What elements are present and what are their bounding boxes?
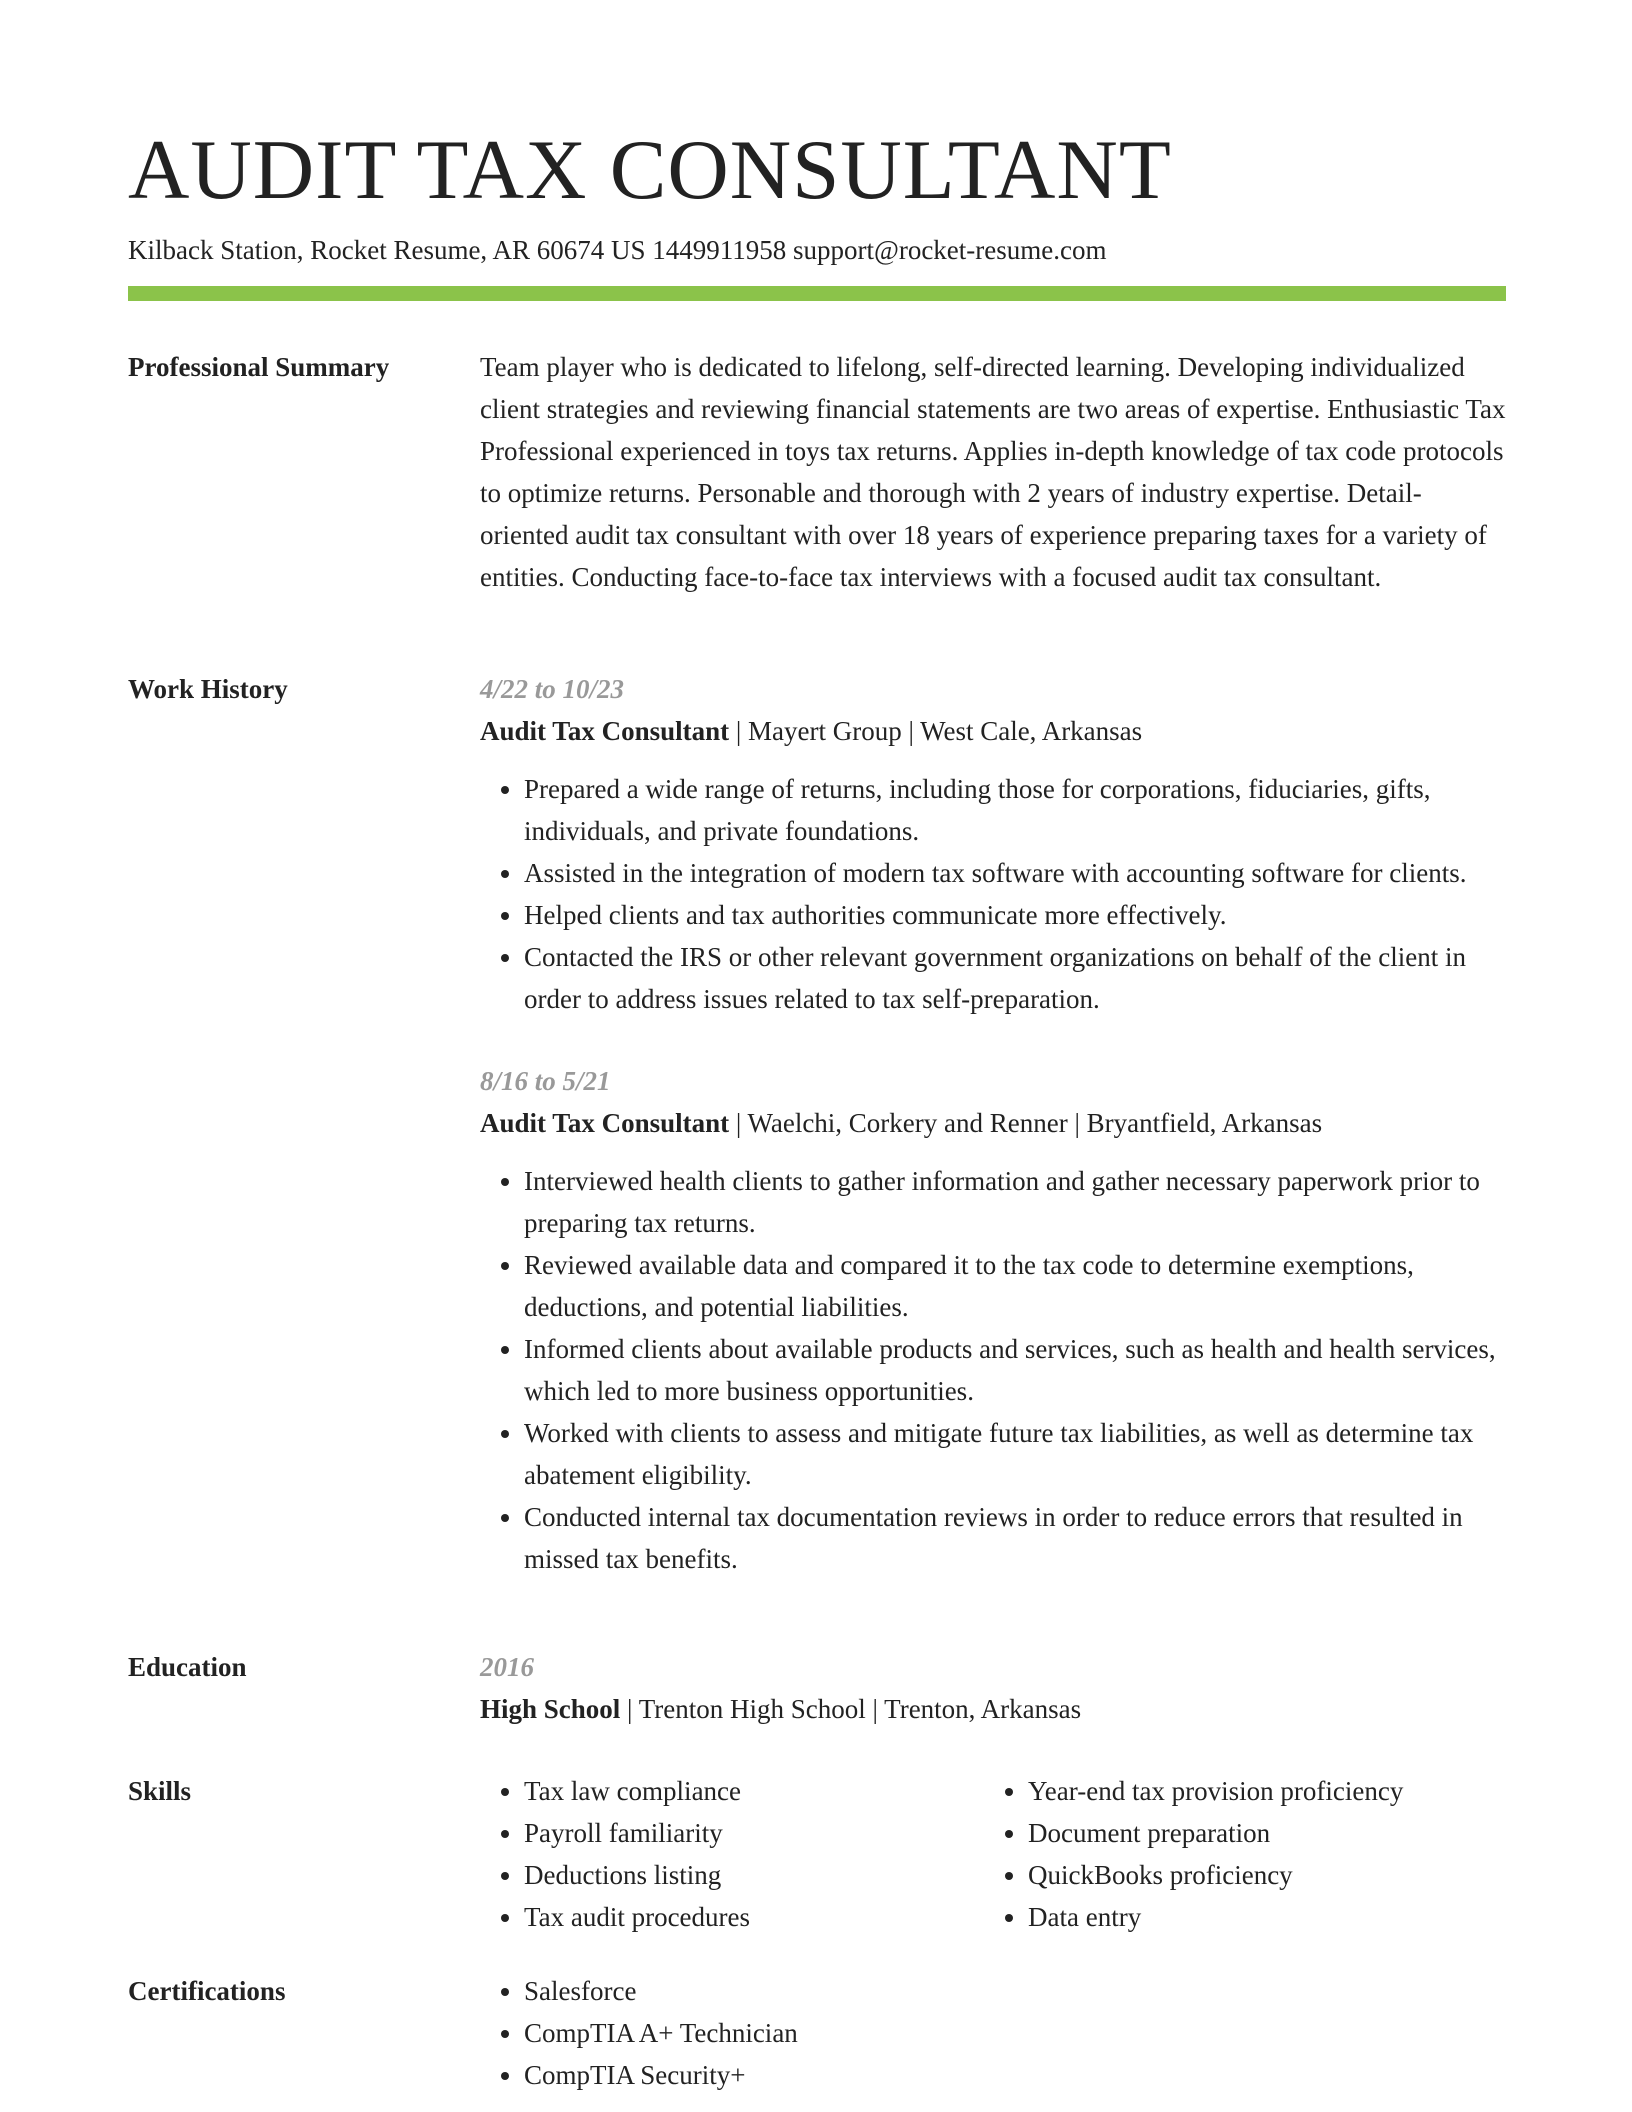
accent-divider	[128, 286, 1506, 301]
list-item: • Deductions listing	[524, 1854, 984, 1896]
list-item: • Reviewed available data and compared it to the tax code to determine exemptions, deductions, and potential liabilities.	[524, 1244, 1506, 1328]
list-item: • Contacted the IRS or other relevant government organizations on behalf of the client in order to address issues related to tax self-preparation.	[524, 936, 1506, 1020]
list-item: • QuickBooks proficiency	[1028, 1854, 1488, 1896]
page-title: AUDIT TAX CONSULTANT	[128, 123, 1172, 217]
job-bullets	[480, 768, 1506, 1020]
contact-line: Kilback Station, Rocket Resume, AR 60674 US 1449911958 support@rocket-resume.com	[128, 235, 1107, 265]
list-item: • Interviewed health clients to gather information and gather necessary paperwork prior to preparing tax returns.	[524, 1160, 1506, 1244]
list-item: • Payroll familiarity	[524, 1812, 984, 1854]
job-date: 8/16 to 5/21	[480, 1066, 611, 1096]
job-heading	[480, 710, 1506, 752]
job-bullets	[480, 1160, 1506, 1580]
list-item: • CompTIA Security+	[524, 2054, 1506, 2096]
list-item: • Conducted internal tax documentation reviews in order to reduce errors that resulted in missed tax benefits.	[524, 1496, 1506, 1580]
job-title: Audit Tax Consultant	[480, 1108, 730, 1138]
skills-label: Skills	[128, 1776, 192, 1806]
education-label: Education	[128, 1652, 247, 1682]
list-item: • Assisted in the integration of modern tax software with accounting software for clients.	[524, 852, 1506, 894]
education-degree: High School	[480, 1694, 621, 1724]
summary-text: Team player who is dedicated to lifelong, self-directed learning. Developing individualized client strategies and reviewing financial statements are two areas of expertise. Enthusiastic Tax Professional experienced in toys tax returns. Applies in-depth knowledge of tax code protocols to optimize returns. Personable and thorough with 2 years of industry expertise. Detail-oriented audit tax consultant with over 18 years of experience preparing taxes for a variety of entities. Conducting face-to-face tax interviews with a focused audit tax consultant.	[480, 352, 1506, 592]
list-item: • Informed clients about available products and services, such as health and health services, which led to more business opportunities.	[524, 1328, 1506, 1412]
list-item: • CompTIA A+ Technician	[524, 2012, 1506, 2054]
education-details: | Trenton High School | Trenton, Arkansas	[620, 1694, 1082, 1724]
summary-label: Professional Summary	[128, 352, 390, 382]
certifications-label: Certifications	[128, 1976, 286, 2006]
work-history-label: Work History	[128, 674, 288, 704]
job-heading	[480, 1102, 1506, 1144]
education-date: 2016	[480, 1652, 534, 1682]
job-date: 4/22 to 10/23	[480, 674, 625, 704]
job-details: | Mayert Group | West Cale, Arkansas	[729, 716, 1143, 746]
skills-column-left	[480, 1770, 984, 1938]
list-item: • Salesforce	[524, 1970, 1506, 2012]
job-details: | Waelchi, Corkery and Renner | Bryantfield, Arkansas	[729, 1108, 1323, 1138]
job-entry	[480, 668, 1506, 1020]
list-item: • Year-end tax provision proficiency	[1028, 1770, 1488, 1812]
list-item: • Worked with clients to assess and mitigate future tax liabilities, as well as determine tax abatement eligibility.	[524, 1412, 1506, 1496]
list-item: • Prepared a wide range of returns, including those for corporations, fiduciaries, gifts, individuals, and private foundations.	[524, 768, 1506, 852]
list-item: • Data entry	[1028, 1896, 1488, 1938]
list-item: • Tax law compliance	[524, 1770, 984, 1812]
list-item: • Tax audit procedures	[524, 1896, 984, 1938]
job-entry	[480, 1060, 1506, 1580]
list-item: • Helped clients and tax authorities communicate more effectively.	[524, 894, 1506, 936]
education-heading	[480, 1688, 1506, 1730]
skills-column-right	[984, 1770, 1488, 1938]
job-title: Audit Tax Consultant	[480, 716, 730, 746]
list-item: • Document preparation	[1028, 1812, 1488, 1854]
